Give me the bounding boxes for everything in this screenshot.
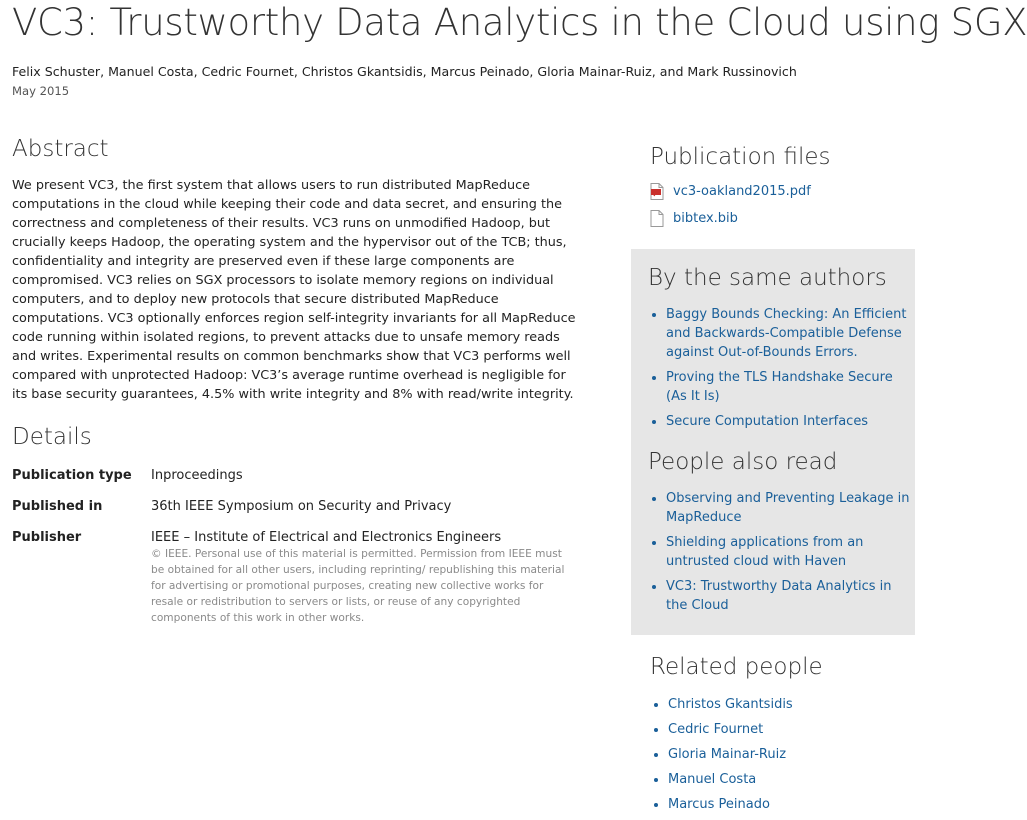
list-item (666, 489, 910, 527)
file-item-bib (650, 209, 915, 228)
related-people-section (650, 650, 915, 820)
related-person-link[interactable]: Manuel Costa (668, 772, 757, 787)
same-authors-link[interactable]: Secure Computation Interfaces (666, 414, 869, 429)
list-item (666, 412, 910, 431)
detail-label: Publisher (12, 530, 82, 545)
details-heading: Details (12, 424, 92, 450)
people-also-read-list (648, 489, 910, 615)
related-person-link[interactable]: Gloria Mainar-Ruiz (668, 747, 787, 762)
sidebar-box-content (648, 261, 910, 621)
file-item-pdf (650, 182, 915, 201)
detail-value: Inproceedings (151, 468, 243, 483)
detail-row-publication-type (12, 466, 582, 485)
pdf-file-icon (650, 183, 664, 200)
publication-files-heading: Publication files (650, 144, 831, 170)
list-item (668, 720, 915, 739)
publication-date: May 2015 (12, 84, 70, 98)
list-item (666, 305, 910, 362)
also-read-link[interactable]: Observing and Preventing Leakage in MapReduce (666, 491, 910, 525)
same-authors-link[interactable]: Proving the TLS Handshake Secure (As It Is) (666, 370, 893, 404)
abstract-text: We present VC3, the first system that allows users to run distributed MapReduce computations in the cloud while keeping their code and data secret, and ensuring the correctness and completeness of their results. VC3 runs on unmodified Hadoop, but crucially keeps Hadoop, the operating system and the hypervisor out of the TCB; thus, confidentiality and integrity are preserved even if these large components are compromised. VC3 relies on SGX processors to isolate memory regions on individual computers, and to deploy new protocols that secure distributed MapReduce computations. VC3 optionally enforces region self-integrity invariants for all MapReduce code running within isolated regions, to prevent attacks due to unsafe memory reads and writes. Experimental results on common benchmarks show that VC3 performs well compared with unprotected Hadoop: VC3’s average runtime overhead is negligible for its base security guarantees, 4.5% with write integrity and 8% with read/write integrity. (12, 178, 576, 402)
author-list: Felix Schuster, Manuel Costa, Cedric Fournet, Christos Gkantsidis, Marcus Peinado, Gloria Mainar-Ruiz, and Mark Russinovich (12, 64, 797, 79)
also-read-link[interactable]: VC3: Trustworthy Data Analytics in the Cloud (666, 579, 892, 613)
main-content (12, 132, 582, 638)
abstract-heading: Abstract (12, 136, 109, 162)
related-people-heading: Related people (650, 654, 823, 680)
same-authors-link[interactable]: Baggy Bounds Checking: An Efficient and Backwards-Compatible Defense against Out-of-Bounds Errors. (666, 307, 907, 360)
people-also-read-heading: People also read (648, 449, 838, 475)
list-item (668, 770, 915, 789)
detail-row-published-in (12, 497, 582, 516)
publisher-name: IEEE – Institute of Electrical and Electronics Engineers (151, 530, 502, 545)
list-item (666, 577, 910, 615)
detail-value: 36th IEEE Symposium on Security and Privacy (151, 499, 452, 514)
detail-label: Published in (12, 499, 103, 514)
detail-value-publisher (151, 528, 571, 626)
bibtex-file-link[interactable]: bibtex.bib (673, 211, 738, 226)
same-authors-list (648, 305, 910, 431)
document-icon (650, 210, 664, 227)
copyright-notice: © IEEE. Personal use of this material is permitted. Permission from IEEE must be obtained for all other users, including reprinting/ republishing this material for advertising or promotional purposes, creating new collective works for resale or redistribution to servers or lists, or reuse of any copyrighted components of this work in other works. (151, 548, 565, 624)
publication-files-section (650, 140, 915, 228)
list-item (666, 533, 910, 571)
same-authors-heading: By the same authors (648, 265, 887, 291)
details-list (12, 466, 582, 626)
pdf-file-link[interactable]: vc3-oakland2015.pdf (673, 184, 811, 199)
detail-label: Publication type (12, 468, 132, 483)
related-person-link[interactable]: Christos Gkantsidis (668, 697, 793, 712)
related-people-list (650, 695, 915, 814)
list-item (668, 745, 915, 764)
page-title: VC3: Trustworthy Data Analytics in the Cloud using SGX (12, 1, 1027, 44)
related-person-link[interactable]: Cedric Fournet (668, 722, 764, 737)
detail-row-publisher (12, 528, 582, 626)
related-person-link[interactable]: Marcus Peinado (668, 797, 770, 812)
also-read-link[interactable]: Shielding applications from an untrusted cloud with Haven (666, 535, 864, 569)
list-item (668, 695, 915, 714)
list-item (668, 795, 915, 814)
list-item (666, 368, 910, 406)
sidebar-box (631, 249, 915, 635)
